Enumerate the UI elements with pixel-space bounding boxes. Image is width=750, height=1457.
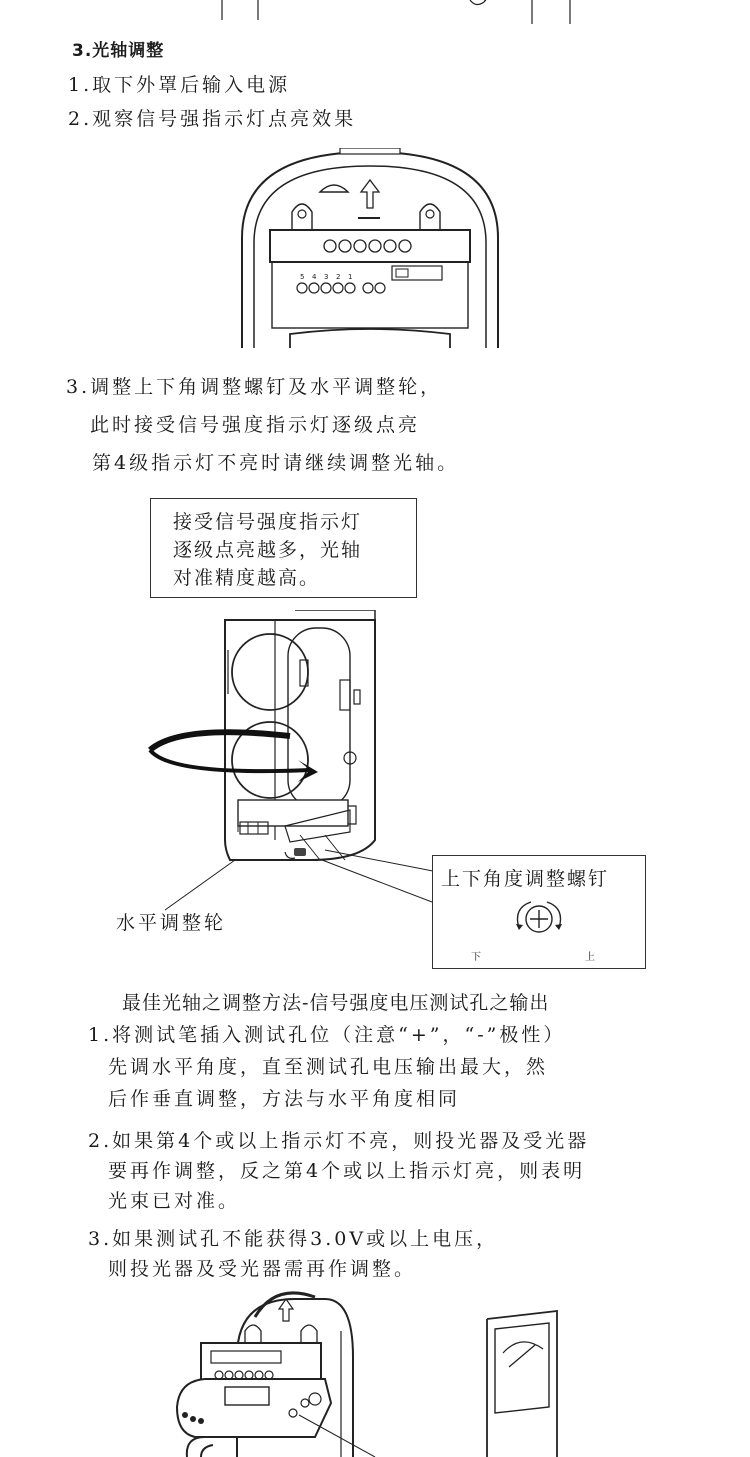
led-num-5: 5 xyxy=(300,273,305,281)
led-num-1: 1 xyxy=(348,273,353,281)
tip-1-line1: 1.将测试笔插入测试孔位（注意“+”，“-”极性） xyxy=(88,1024,566,1046)
callout-vertical-screw xyxy=(432,855,646,969)
callout-led-strength xyxy=(150,498,417,598)
figure-led-panel xyxy=(240,148,500,348)
tip-1-line3: 后作垂直调整，方法与水平角度相同 xyxy=(108,1088,461,1110)
callout-screw-title: 上下角度调整螺钉 xyxy=(441,868,610,890)
step-2: 2.观察信号强指示灯点亮效果 xyxy=(68,108,357,130)
best-method-title: 最佳光轴之调整方法-信号强度电压测试孔之输出 xyxy=(122,992,550,1014)
tip-1-line2: 先调水平角度，直至测试孔电压输出最大，然 xyxy=(108,1056,549,1078)
tip-2-line1: 2.如果第4个或以上指示灯不亮，则投光器及受光器 xyxy=(88,1130,590,1152)
callout-led-line2: 逐级点亮越多，光轴 xyxy=(173,539,363,561)
step-3-line2: 此时接受信号强度指示灯逐级点亮 xyxy=(90,414,421,436)
label-horizontal-wheel: 水平调整轮 xyxy=(116,912,227,934)
step-1: 1.取下外罩后输入电源 xyxy=(68,74,291,96)
led-num-2: 2 xyxy=(336,273,341,281)
led-num-4: 4 xyxy=(312,273,317,281)
callout-screw-up: 上 xyxy=(585,952,595,963)
tip-3-line2: 则投光器及受光器需再作调整。 xyxy=(108,1258,417,1280)
led-num-3: 3 xyxy=(324,273,329,281)
tip-3-line1: 3.如果测试孔不能获得3.0V或以上电压， xyxy=(88,1228,499,1250)
section-title: 3.光轴调整 xyxy=(72,41,165,61)
callout-led-line3: 对准精度越高。 xyxy=(173,567,321,589)
top-figure-remnant xyxy=(0,0,750,30)
step-3-line1: 3.调整上下角调整螺钉及水平调整轮， xyxy=(66,376,443,398)
callout-screw-down: 下 xyxy=(471,952,481,963)
callout-led-line1: 接受信号强度指示灯 xyxy=(173,511,363,533)
screw-rotate-icon xyxy=(499,894,579,944)
tip-2-line3: 光束已对准。 xyxy=(108,1190,241,1212)
tip-2-line2: 要再作调整，反之第4个或以上指示灯亮，则表明 xyxy=(108,1160,586,1182)
figure-test-terminal xyxy=(165,1287,625,1457)
step-3-line3: 第4级指示灯不亮时请继续调整光轴。 xyxy=(92,452,460,474)
